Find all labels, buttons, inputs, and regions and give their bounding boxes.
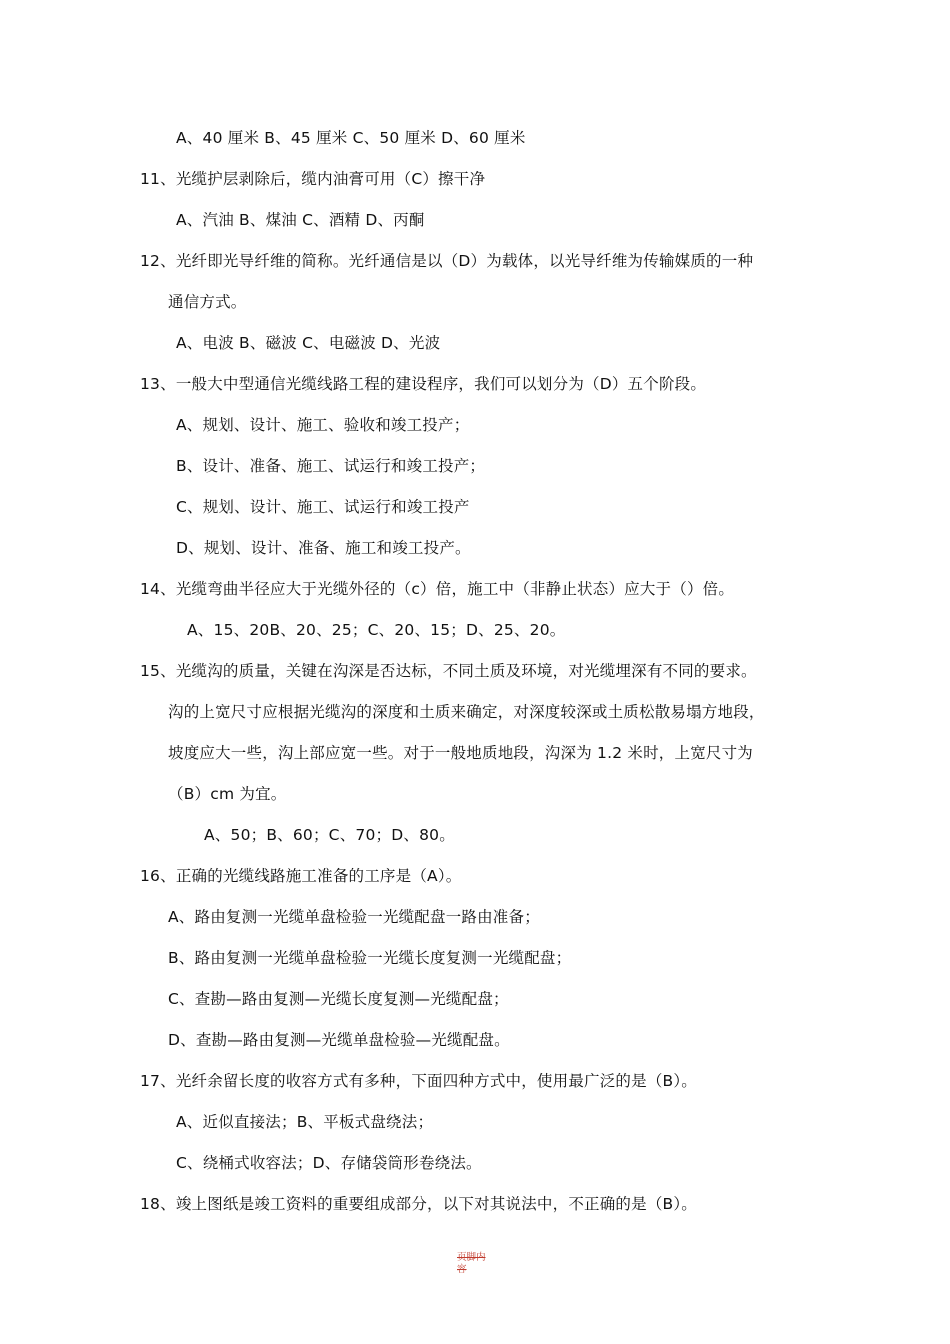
q17-options-cd: C、绕桶式收容法；D、存储袋筒形卷绕法。: [176, 1154, 482, 1172]
q13-option-c: C、规划、设计、施工、试运行和竣工投产: [176, 498, 470, 516]
q11-question: 11、光缆护层剥除后，缆内油膏可用（C）擦干净: [140, 170, 486, 188]
q17-options-ab: A、近似直接法；B、平板式盘绕法；: [176, 1113, 434, 1131]
q17-question: 17、光纤余留长度的收容方式有多种，下面四种方式中，使用最广泛的是（B）。: [140, 1072, 698, 1090]
q15-question: 15、光缆沟的质量，关键在沟深是否达标，不同土质及环境，对光缆埋深有不同的要求。: [140, 662, 757, 680]
q14-options: A、15、20B、20、25；C、20、15；D、25、20。: [187, 621, 566, 639]
q14-question: 14、光缆弯曲半径应大于光缆外径的（c）倍，施工中（非静止状态）应大于（）倍。: [140, 580, 735, 598]
q15-question-cont-3: （B）cm 为宜。: [168, 785, 287, 803]
q12-question: 12、光纤即光导纤维的简称。光纤通信是以（D）为载体，以光导纤维为传输媒质的一种: [140, 252, 754, 270]
q16-option-b: B、路由复测一光缆单盘检验一光缆长度复测一光缆配盘；: [168, 949, 572, 967]
q16-option-d: D、查勘—路由复测—光缆单盘检验—光缆配盘。: [168, 1031, 510, 1049]
q15-question-cont-2: 坡度应大一些，沟上部应宽一些。对于一般地质地段，沟深为 1.2 米时，上宽尺寸为: [168, 744, 754, 762]
q10-options: A、40 厘米 B、45 厘米 C、50 厘米 D、60 厘米: [176, 129, 526, 147]
q13-option-a: A、规划、设计、施工、验收和竣工投产；: [176, 416, 470, 434]
q12-question-cont: 通信方式。: [168, 293, 247, 311]
q11-options: A、汽油 B、煤油 C、酒精 D、丙酮: [176, 211, 425, 229]
q13-question: 13、一般大中型通信光缆线路工程的建设程序，我们可以划分为（D）五个阶段。: [140, 375, 707, 393]
q13-option-d: D、规划、设计、准备、施工和竣工投产。: [176, 539, 471, 557]
q12-options: A、电波 B、磁波 C、电磁波 D、光波: [176, 334, 441, 352]
q13-option-b: B、设计、准备、施工、试运行和竣工投产；: [176, 457, 486, 475]
q16-question: 16、正确的光缆线路施工准备的工序是（A）。: [140, 867, 462, 885]
q15-options: A、50；B、60；C、70；D、80。: [204, 826, 455, 844]
q15-question-cont-1: 沟的上宽尺寸应根据光缆沟的深度和土质来确定，对深度较深或土质松散易塌方地段，: [168, 703, 765, 721]
q16-option-c: C、查勘—路由复测—光缆长度复测—光缆配盘；: [168, 990, 509, 1008]
page-footer: 页脚内容: [457, 1252, 486, 1275]
q16-option-a: A、路由复测一光缆单盘检验一光缆配盘一路由准备；: [168, 908, 540, 926]
q18-question: 18、竣上图纸是竣工资料的重要组成部分，以下对其说法中，不正确的是（B）。: [140, 1195, 698, 1213]
